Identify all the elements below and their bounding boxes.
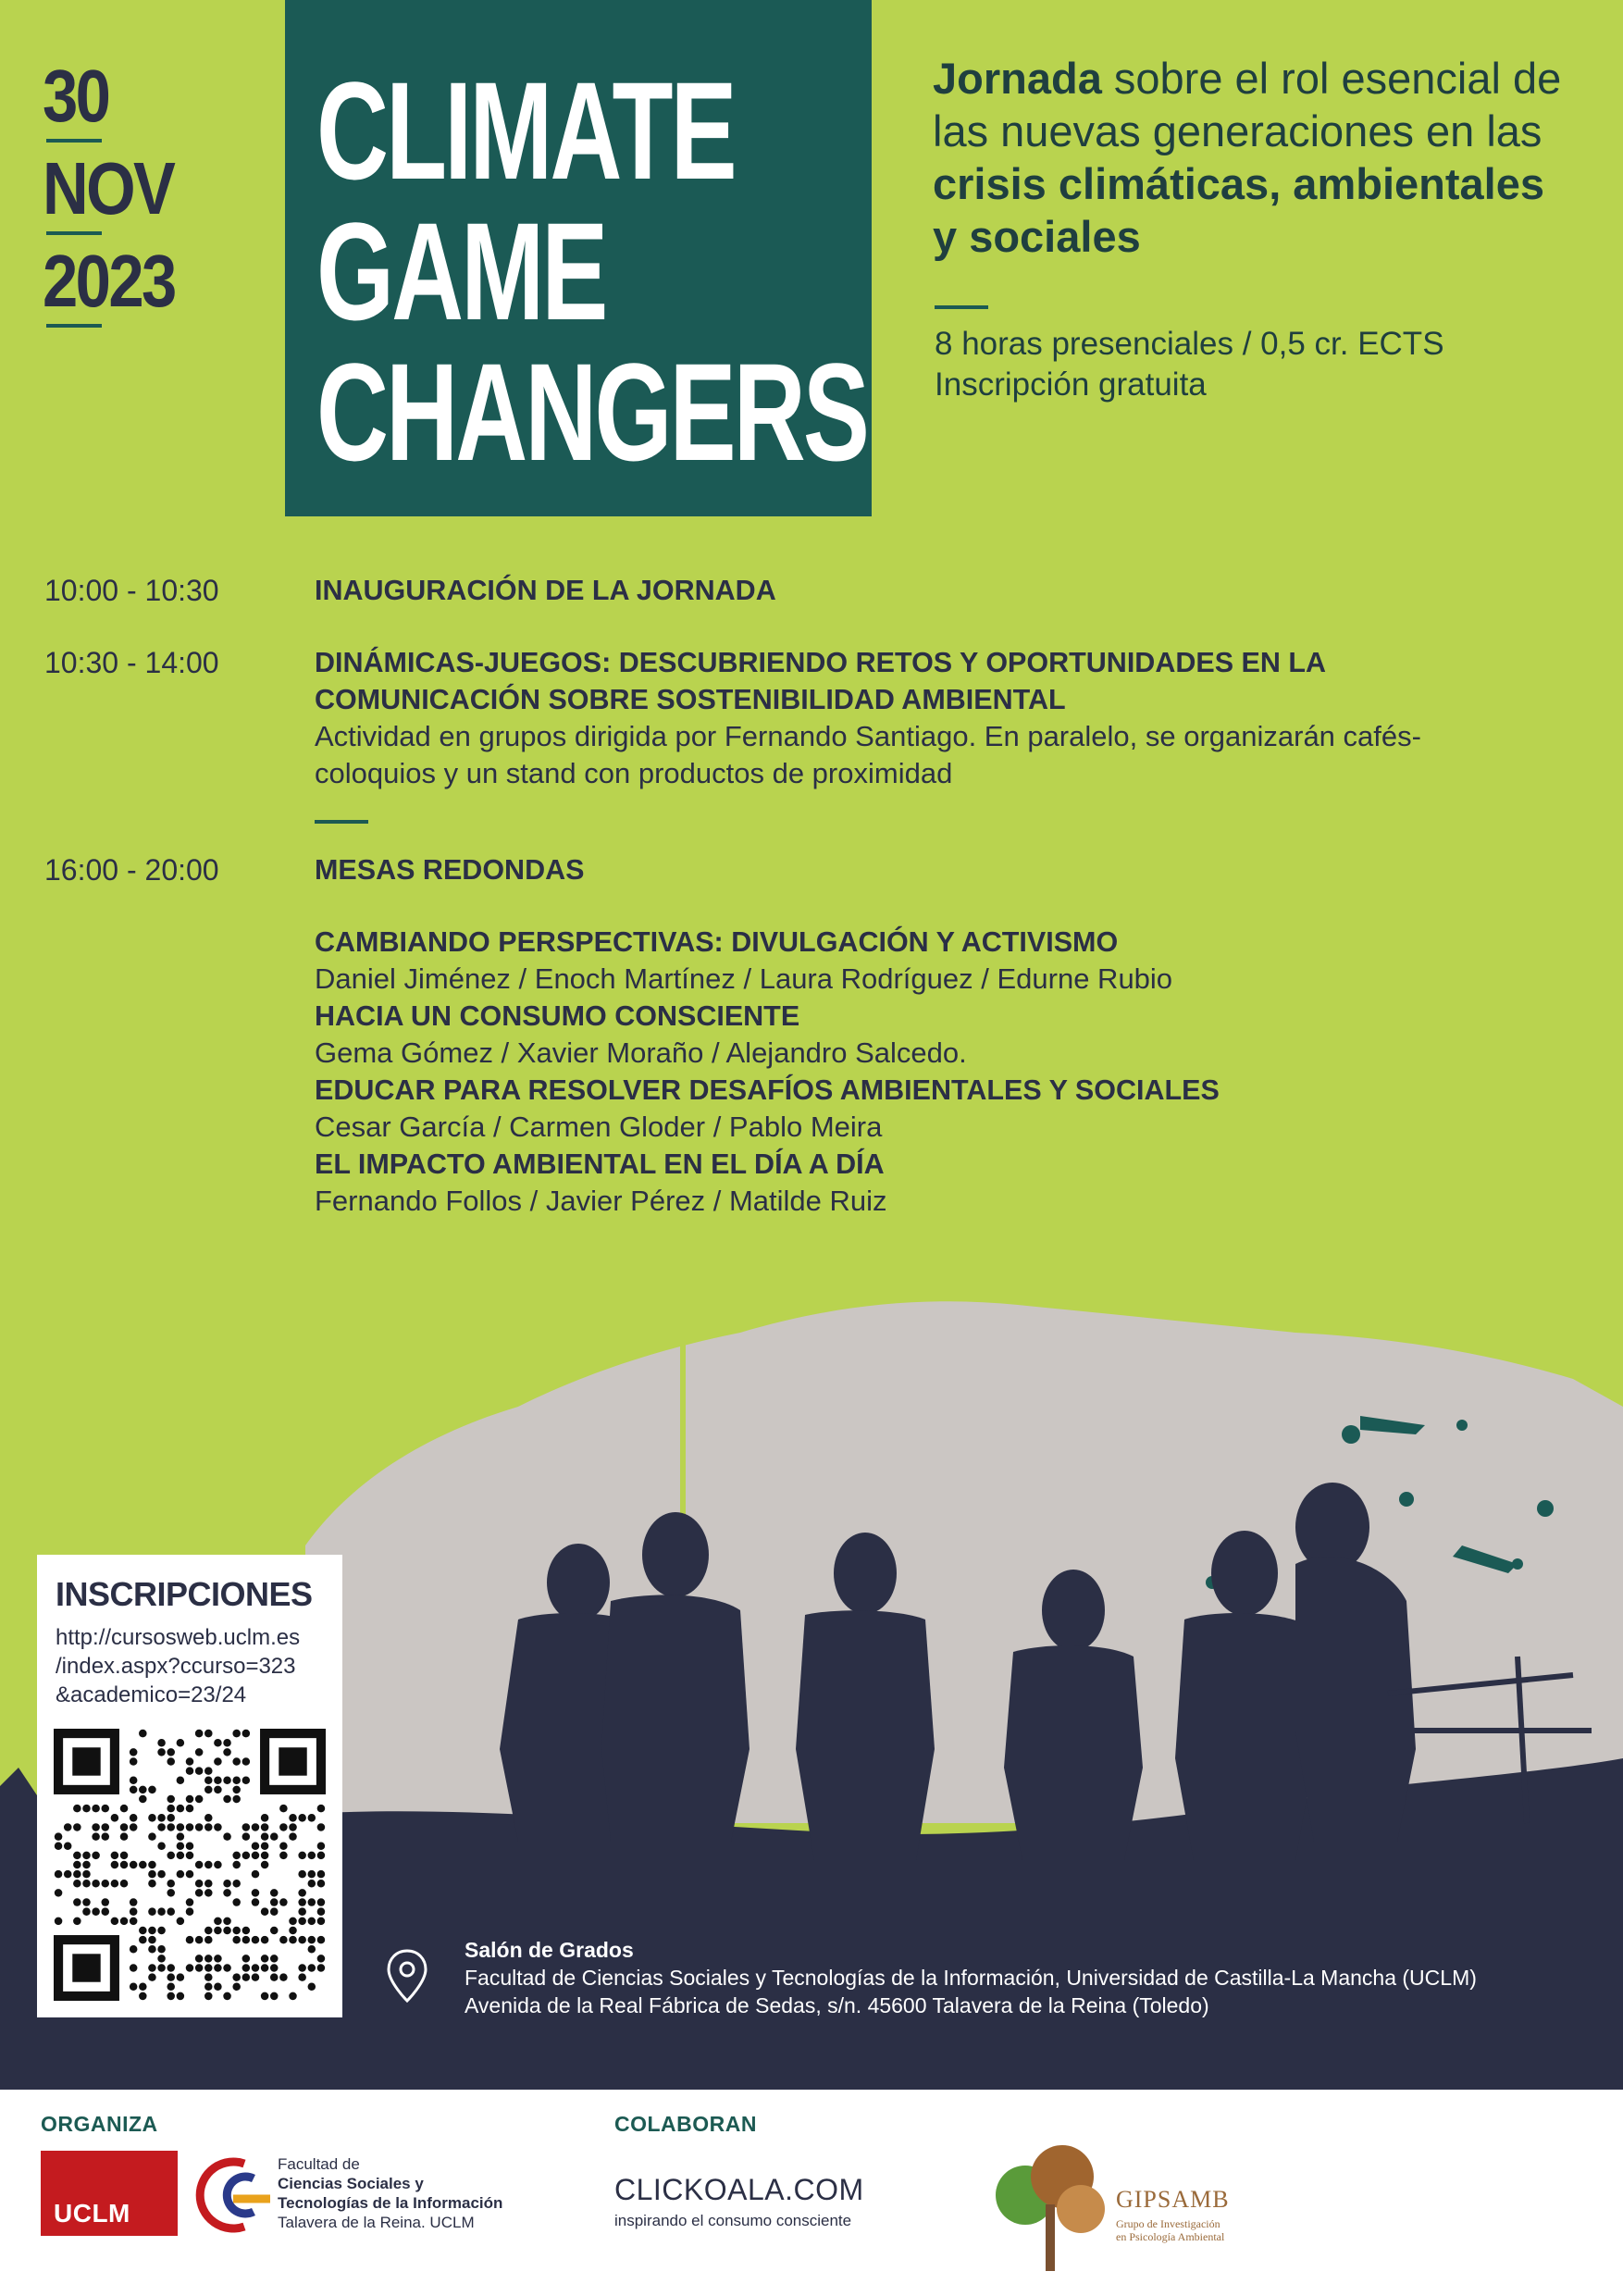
organiza-label: ORGANIZA	[41, 2112, 158, 2136]
panels	[44, 924, 1571, 1220]
uclm-logo	[41, 2151, 178, 2236]
panel-title: EDUCAR PARA RESOLVER DESAFÍOS AMBIENTALES Y SOCIALES	[315, 1074, 1220, 1106]
faculty-line-3: Tecnologías de la Información	[278, 2194, 503, 2212]
intro-text: sobre el rol esencial de las nuevas generaciones en las	[933, 54, 1562, 155]
registration-url[interactable]	[56, 1623, 333, 1709]
title-box	[285, 0, 872, 516]
registration-title: INSCRIPCIONES	[56, 1575, 313, 1613]
schedule	[44, 572, 1571, 1220]
title-line-3: CHANGERS	[316, 334, 868, 490]
url-line-2: /index.aspx?ccurso=323	[56, 1654, 296, 1679]
schedule-time: 10:30 - 14:00	[44, 646, 219, 679]
venue-line-2: Avenida de la Real Fábrica de Sedas, s/n. 45600 Talavera de la Reina (Toledo)	[465, 1993, 1209, 2017]
date-divider	[46, 324, 102, 328]
panel-title: HACIA UN CONSUMO CONSCIENTE	[315, 1000, 800, 1032]
intro-bold: Jornada	[933, 54, 1102, 103]
faculty-line-2: Ciencias Sociales y	[278, 2175, 424, 2192]
event-description	[933, 52, 1580, 263]
intro-divider	[935, 305, 988, 309]
schedule-title: INAUGURACIÓN DE LA JORNADA	[315, 575, 776, 606]
schedule-time: 16:00 - 20:00	[44, 853, 219, 887]
qr-code[interactable]	[54, 1729, 326, 2001]
clickoala-logo: CLICKOALA.COM	[614, 2173, 864, 2206]
schedule-text: Actividad en grupos dirigida por Fernando Santiago. En paralelo, se organizarán cafés-coloquios y un stand con productos de proximidad	[315, 720, 1421, 789]
schedule-divider	[315, 820, 368, 824]
colaboran-label: COLABORAN	[614, 2112, 757, 2136]
url-line-3: &academico=23/24	[56, 1682, 247, 1707]
venue-line-1: Facultad de Ciencias Sociales y Tecnologías de la Información, Universidad de Castilla-La Mancha (UCLM)	[465, 1966, 1477, 1990]
date-day: 30	[43, 55, 109, 137]
faculty-name	[278, 2154, 502, 2232]
location-pin-icon	[385, 1947, 429, 2006]
registration-card	[37, 1555, 342, 2017]
gipsamb-tree-icon	[988, 2140, 1118, 2278]
schedule-row	[44, 644, 1571, 792]
footer	[0, 2090, 1623, 2296]
panel-people: Cesar García / Carmen Gloder / Pablo Meira	[315, 1111, 883, 1143]
title-line-2: GAME	[316, 193, 606, 349]
free-registration: Inscripción gratuita	[935, 366, 1207, 403]
faculty-logo-icon	[189, 2151, 278, 2240]
gipsamb-line-2: en Psicología Ambiental	[1116, 2230, 1225, 2243]
hours-credits: 8 horas presenciales / 0,5 cr. ECTS	[935, 326, 1444, 362]
venue-name: Salón de Grados	[465, 1938, 634, 1962]
panel-title: CAMBIANDO PERSPECTIVAS: DIVULGACIÓN Y ACTIVISMO	[315, 926, 1119, 958]
uclm-logo-text: UCLM	[54, 2199, 130, 2228]
date-divider	[46, 139, 102, 143]
schedule-time: 10:00 - 10:30	[44, 574, 219, 607]
schedule-row	[44, 851, 1571, 888]
panel-people: Gema Gómez / Xavier Moraño / Alejandro Salcedo.	[315, 1036, 967, 1069]
event-date	[43, 57, 209, 335]
clickoala-tagline: inspirando el consumo consciente	[614, 2212, 852, 2229]
schedule-row	[44, 572, 1571, 609]
date-divider	[46, 231, 102, 235]
panel-people: Daniel Jiménez / Enoch Martínez / Laura Rodríguez / Edurne Rubio	[315, 962, 1173, 995]
intro-bold-end: crisis climáticas, ambientales y sociales	[933, 159, 1544, 261]
schedule-title: MESAS REDONDAS	[315, 854, 585, 886]
schedule-title: DINÁMICAS-JUEGOS: DESCUBRIENDO RETOS Y OPORTUNIDADES EN LA COMUNICACIÓN SOBRE SOSTENIBILIDAD AMBIENTAL	[315, 647, 1325, 715]
event-meta	[935, 324, 1444, 405]
url-line-1: http://cursosweb.uclm.es	[56, 1625, 301, 1650]
faculty-line-4: Talavera de la Reina. UCLM	[278, 2214, 475, 2231]
panel-title: EL IMPACTO AMBIENTAL EN EL DÍA A DÍA	[315, 1148, 885, 1180]
gipsamb-subtitle	[1116, 2217, 1224, 2243]
gipsamb-name: GIPSAMB	[1116, 2186, 1230, 2213]
gipsamb-line-1: Grupo de Investigación	[1116, 2217, 1220, 2230]
venue	[465, 1936, 1593, 2019]
title-line-1: CLIMATE	[316, 53, 735, 208]
date-year: 2023	[43, 240, 175, 322]
panel-people: Fernando Follos / Javier Pérez / Matilde Ruiz	[315, 1185, 887, 1217]
date-month: NOV	[43, 147, 174, 230]
faculty-line-1: Facultad de	[278, 2155, 360, 2173]
